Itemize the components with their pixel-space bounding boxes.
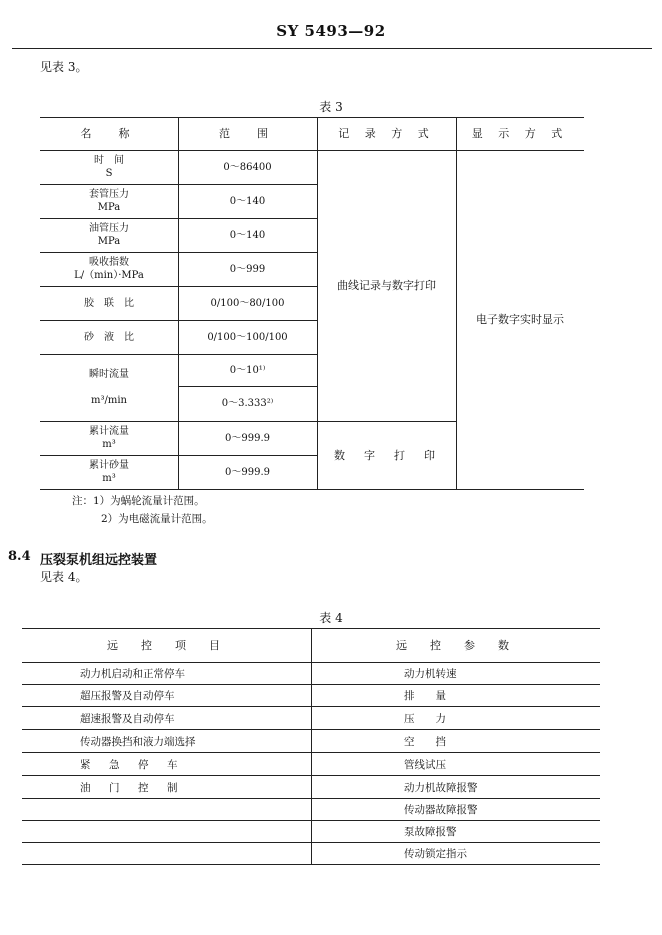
row-name-cell [40,354,178,421]
row-name-cell [40,218,178,252]
row-range: 0～999.9 [225,432,270,444]
remote-item: 超速报警及自动停车 [80,713,175,725]
row-unit: m³ [102,439,116,450]
row-name: 时 间 [94,155,124,166]
table3-note-2: 2）为电磁流量计范围。 [101,513,213,525]
remote-item: 传动器换挡和液力端选择 [80,736,196,748]
section-title: 压裂泵机组远控装置 [40,553,158,568]
table-rule [22,864,600,865]
row-range: 0/100～80/100 [210,297,285,309]
display-mode-merged: 电子数字实时显示 [476,313,564,326]
row-name: 瞬时流量 [89,369,129,381]
row-name-cell [40,320,178,354]
row-unit: MPa [97,202,121,213]
row-name: 累计流量 [89,426,129,437]
remote-param: 空 挡 [404,736,446,748]
remote-param: 传动锁定指示 [404,848,467,860]
header-rule [12,48,652,49]
record-mode-merged-2: 数 字 打 印 [334,448,439,462]
header-range: 范 围 [219,127,276,140]
table-4 [22,628,600,865]
remote-param: 泵故障报警 [404,826,457,838]
row-name: 砂 液 比 [84,331,134,343]
row-name: 套管压力 [89,189,129,200]
header-remote-params: 远 控 参 数 [396,638,515,652]
header-display-mode: 显 示 方 式 [471,127,569,140]
row-name: 吸收指数 [89,257,129,268]
row-name-cell [40,455,178,489]
row-range: 0～999.9 [225,466,270,478]
remote-param: 排 量 [404,690,446,702]
remote-param: 动力机故障报警 [404,782,478,794]
row-name-cell [40,150,178,184]
header-name: 名 称 [80,127,138,140]
row-name-cell [40,286,178,320]
row-range: 0～999 [229,263,266,275]
table4-caption: 表 4 [319,611,343,625]
row-range: 0～140 [229,229,266,241]
row-unit: S [105,168,113,179]
row-unit: MPa [97,236,121,247]
table3-reference: 见表 3。 [40,60,88,74]
row-unit: L/（min）·MPa [74,270,144,281]
remote-param: 传动器故障报警 [404,804,478,816]
remote-param: 动力机转速 [404,668,457,680]
remote-item: 油 门 控 制 [80,782,182,794]
row-range: 0～140 [229,195,266,207]
row-name-cell [40,421,178,455]
row-name: 油管压力 [89,223,129,234]
remote-item: 紧 急 停 车 [80,759,182,771]
section-number: 8.4 [8,549,31,564]
remote-item: 动力机启动和正常停车 [80,668,185,680]
table3-caption: 表 3 [319,100,343,114]
header-remote-items: 远 控 项 目 [107,638,226,652]
table-3 [40,117,584,490]
row-range: 0～86400 [223,161,272,173]
header-record-mode: 记 录 方 式 [338,127,435,140]
table4-reference: 见表 4。 [40,570,88,584]
remote-item: 超压报警及自动停车 [80,690,175,702]
remote-param: 管线试压 [404,759,446,771]
table-rule [40,489,584,490]
table3-note-1: 注：1）为蜗轮流量计范围。 [72,495,205,507]
row-name-cell [40,184,178,218]
record-mode-merged-1: 曲线记录与数字打印 [337,279,436,292]
row-unit: m³ [102,473,116,484]
row-name-cell [40,252,178,286]
row-range-alt: 0～3.333²⁾ [221,398,274,409]
row-name: 胶 联 比 [84,297,134,309]
table-rule [311,628,312,864]
row-unit: m³/min [91,394,127,406]
row-name: 累计砂量 [89,460,129,471]
remote-param: 压 力 [404,713,446,725]
row-range: 0～10¹⁾ [229,364,266,376]
row-range: 0/100～100/100 [207,331,288,343]
document-code: SY 5493—92 [276,22,386,40]
